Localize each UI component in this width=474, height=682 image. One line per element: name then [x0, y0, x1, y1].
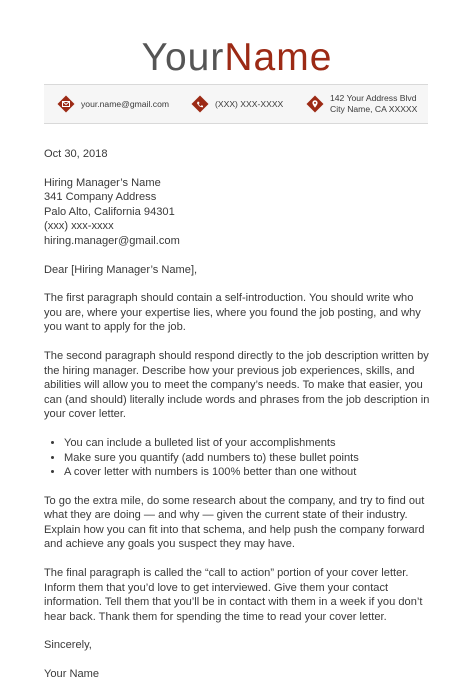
signature: Your Name — [44, 668, 100, 681]
last-name: Name — [224, 36, 333, 79]
first-name: Your — [141, 36, 225, 79]
contact-address — [305, 85, 417, 123]
email-text: your.name@gmail.com — [81, 98, 170, 109]
phone-text: (XXX) XXX-XXXX — [215, 98, 284, 109]
list-item: • Make sure you quantify (add numbers to) these bullet points — [64, 451, 434, 466]
list-item: • A cover letter with numbers is 100% better than one without — [64, 465, 434, 480]
recipient-name: Hiring Manager’s Name — [44, 176, 161, 189]
contact-phone — [190, 85, 283, 123]
closing: Sincerely, — [44, 639, 92, 652]
paragraph-call-to-action: The final paragraph is called the “call to action” portion of your cover letter. Inform them that you’d love to get interviewed. Give them your contact information. Tell them that you’ll be in contact with them in a week if you don’t hear back. Thank them for spending the time to read your cover letter. — [44, 567, 423, 623]
greeting: Dear [Hiring Manager’s Name], — [44, 263, 198, 276]
recipient-street: 341 Company Address — [44, 191, 157, 204]
address-line1: 142 Your Address Blvd — [330, 93, 417, 103]
recipient-phone: (xxx) xxx-xxxx — [44, 220, 114, 233]
applicant-name — [0, 36, 474, 80]
contact-bar — [44, 84, 428, 124]
list-item: • You can include a bulleted list of your accomplishments — [64, 436, 434, 451]
mail-icon — [58, 96, 75, 113]
paragraph-job-match: The second paragraph should respond directly to the job description written by the hiring manager. Describe how your previous job experiences, skills, and abilities will allow you to meet the company’s needs. To make that easier, you can (and should) literally include words and phrases from the job description in your cover letter. — [44, 349, 430, 421]
paragraph-research: To go the extra mile, do some research about the company, and try to find out what they are doing — and why — given the current state of their industry. Explain how you can fit into that schema, and help push the company forward and achieve any goals you suspect they may have. — [44, 494, 425, 551]
recipient-address — [44, 176, 434, 249]
phone-icon — [192, 96, 209, 113]
location-pin-icon — [307, 96, 324, 113]
letter-body — [44, 147, 434, 682]
contact-email — [56, 85, 169, 123]
accomplishments-list — [44, 436, 434, 480]
recipient-city: Palo Alto, California 94301 — [44, 205, 175, 218]
address-line2: City Name, CA XXXXX — [330, 104, 418, 114]
paragraph-intro: The first paragraph should contain a self-introduction. You should write who you are, where your expertise lies, where you found the job posting, and why you want to apply for the job. — [44, 292, 421, 334]
address-text — [330, 93, 417, 115]
recipient-email: hiring.manager@gmail.com — [44, 234, 180, 247]
letter-date: Oct 30, 2018 — [44, 148, 108, 160]
